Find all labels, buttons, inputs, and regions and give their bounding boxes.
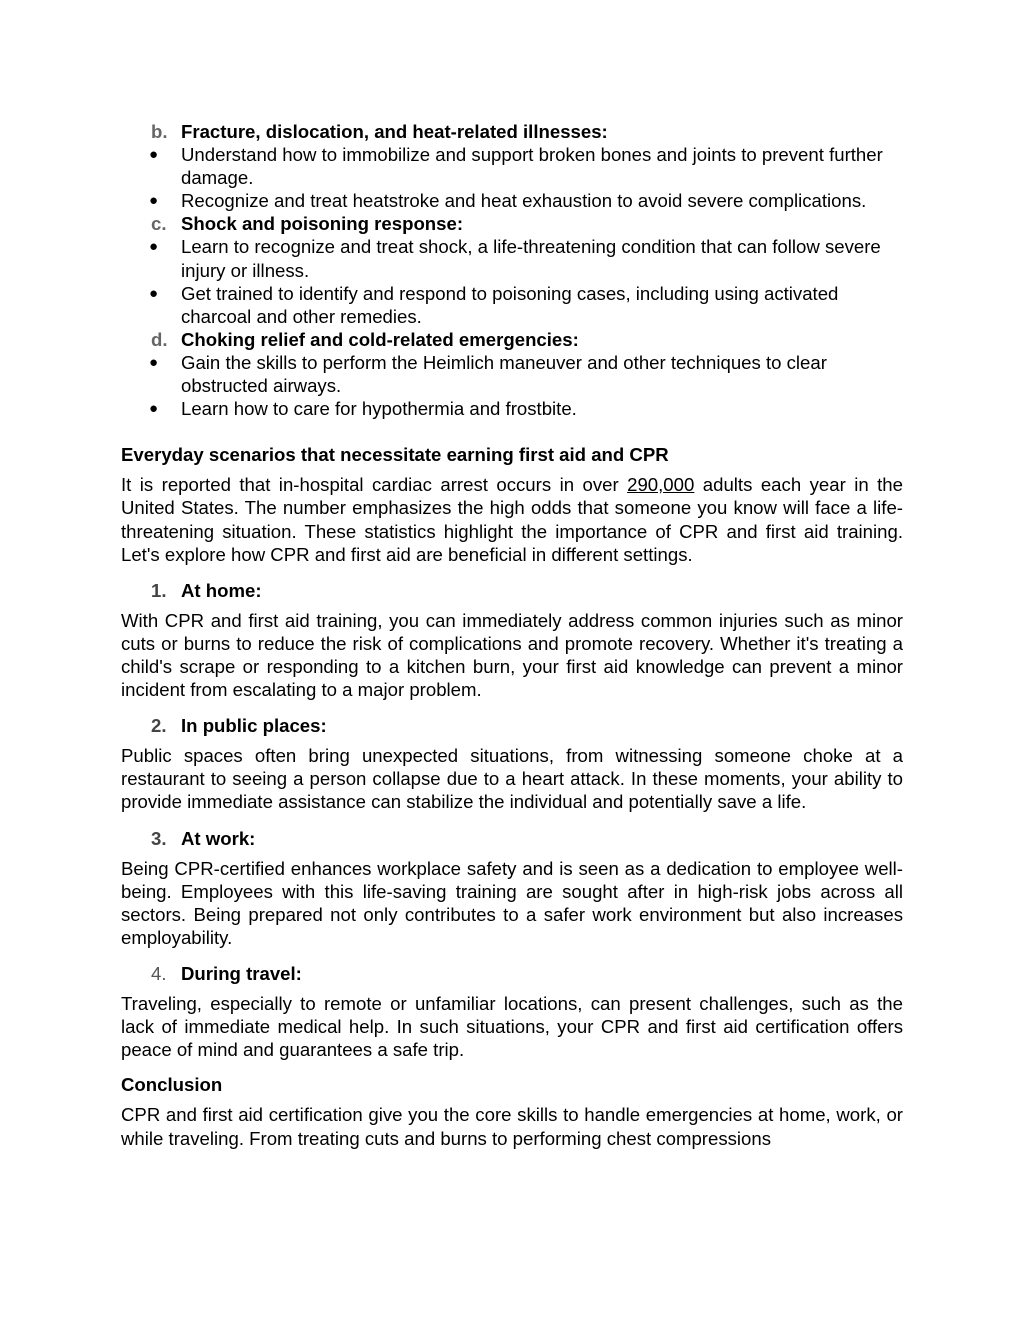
section-heading: Everyday scenarios that necessitate earning first aid and CPR <box>121 444 669 466</box>
bullet-text: Learn how to care for hypothermia and frostbite. <box>181 398 577 420</box>
bullet-icon: ● <box>149 284 159 302</box>
bullet-icon: ● <box>149 146 159 164</box>
bullet-text: Understand how to immobilize and support broken bones and joints to prevent further damage. <box>181 144 883 189</box>
numbered-heading <box>121 714 903 737</box>
bullet-text: Gain the skills to perform the Heimlich maneuver and other techniques to clear obstructed airways. <box>181 351 827 397</box>
alpha-section <box>121 328 903 351</box>
list-marker: 1. <box>151 579 167 601</box>
section-paragraph: Public spaces often bring unexpected situations, from witnessing someone choke at a restaurant to seeing a person collapse due to a heart attack. In these moments, your ability to provide immediate assistance can stabilize the individual and potentially save a life. <box>121 745 903 813</box>
list-marker: b. <box>151 121 168 142</box>
section-title: At home: <box>181 579 262 601</box>
list-item <box>121 143 903 189</box>
bullet-list <box>121 235 903 327</box>
intro-text: It is reported that in-hospital cardiac arrest occurs in over <box>121 474 628 496</box>
alpha-section <box>121 120 903 143</box>
section-paragraph: Being CPR-certified enhances workplace safety and is seen as a dedication to employee well-being. Employees with this life-saving training are sought after in high-risk jobs across all sectors. Being prepared not only contributes to a safer work environment but also increases employability. <box>121 857 903 948</box>
list-item <box>121 235 903 281</box>
list-item <box>121 397 903 420</box>
bullet-icon: ● <box>149 353 159 371</box>
section-title: Choking relief and cold-related emergencies: <box>181 328 579 350</box>
intro-paragraph <box>121 473 903 565</box>
section-title: Shock and poisoning response: <box>181 213 464 235</box>
section-title: At work: <box>181 827 256 849</box>
conclusion-paragraph: CPR and first aid certification give you the core skills to handle emergencies at home, work, or while traveling. From treating cuts and burns to performing chest compressions <box>121 1104 903 1149</box>
section-title: Fracture, dislocation, and heat-related illnesses: <box>181 121 608 142</box>
bullet-text: Get trained to identify and respond to poisoning cases, including using activated charcoal and other remedies. <box>181 282 839 327</box>
bullet-list <box>121 351 903 420</box>
statistic-link[interactable]: 290,000 <box>627 474 695 496</box>
section-paragraph: Traveling, especially to remote or unfamiliar locations, can present challenges, such as the lack of immediate medical help. In such situations, your CPR and first aid certification offers peace of mind and guarantees a safe trip. <box>121 993 903 1061</box>
numbered-heading <box>121 579 903 602</box>
list-marker: d. <box>151 328 168 350</box>
section-paragraph: With CPR and first aid training, you can immediately address common injuries such as minor cuts or burns to reduce the risk of complications and promote recovery. Whether it's treating a child's scrape or responding to a kitchen burn, your first aid knowledge can prevent a minor incident from escalating to a major problem. <box>121 609 903 701</box>
intro-text: adults each year in the United States. The number emphasizes the high odds that someone you know will face a life-threatening situation. These statistics highlight the importance of CPR and first aid training. Let's explore how CPR and first aid are beneficial in different settings. <box>121 474 903 565</box>
alpha-section <box>121 212 903 235</box>
section-title: During travel: <box>181 963 302 984</box>
bullet-text: Learn to recognize and treat shock, a life-threatening condition that can follow severe injury or illness. <box>181 236 881 281</box>
list-item <box>121 351 903 397</box>
list-marker: c. <box>151 213 167 235</box>
section-title: In public places: <box>181 715 327 737</box>
section-heading: Conclusion <box>121 1074 223 1096</box>
bullet-icon: ● <box>149 192 159 210</box>
numbered-heading <box>121 962 903 985</box>
bullet-icon: ● <box>149 400 159 418</box>
list-marker: 2. <box>151 715 167 737</box>
list-marker: 4. <box>151 963 167 984</box>
bullet-list <box>121 143 903 212</box>
list-item <box>121 282 903 328</box>
bullet-text: Recognize and treat heatstroke and heat exhaustion to avoid severe complications. <box>181 190 867 212</box>
bullet-icon: ● <box>149 238 159 256</box>
list-item <box>121 189 903 212</box>
document-content <box>121 120 903 1150</box>
list-marker: 3. <box>151 827 167 849</box>
numbered-heading <box>121 827 903 850</box>
